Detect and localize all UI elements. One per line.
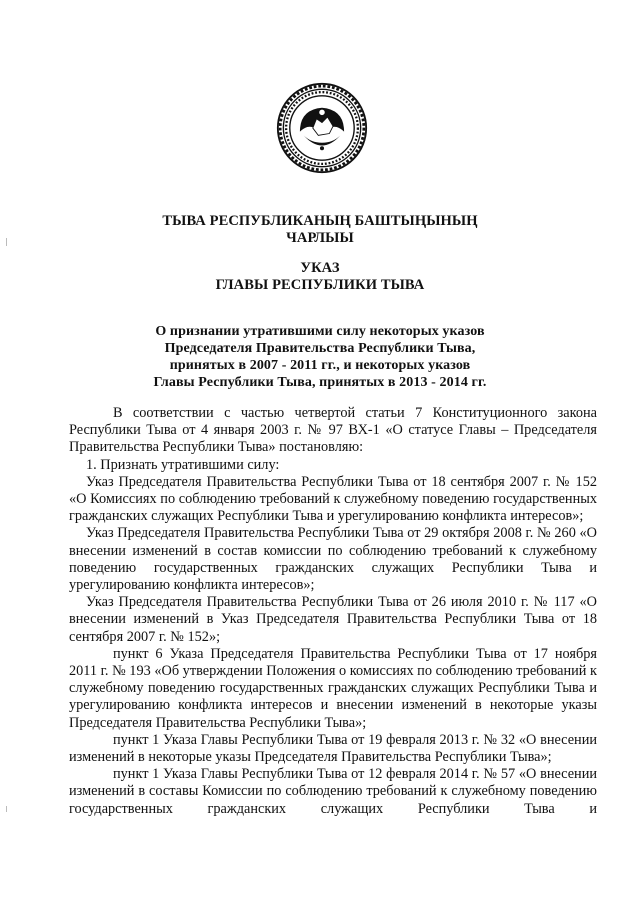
body-paragraph: пункт 1 Указа Главы Республики Тыва от 19 февраля 2013 г. № 32 «О внесении изменений в некоторые указы Председателя Правительства Республики Тыва»;: [69, 731, 597, 766]
decree-title-line4: Главы Республики Тыва, принятых в 2013 - 2014 гг.: [153, 375, 487, 390]
body-paragraph: Указ Председателя Правительства Республики Тыва от 26 июля 2010 г. № 117 «О внесении изменений в Указ Председателя Правительства Республики Тыва от 18 сентября 2007 г. № 152»;: [69, 594, 597, 645]
decree-header: [0, 260, 640, 294]
body-paragraph: пункт 1 Указа Главы Республики Тыва от 12 февраля 2014 г. № 57 «О внесении изменений в составы Комиссии по соблюдению требований к служебному поведению государственных гражданских служащих Республики Тыва и: [69, 766, 597, 817]
decree-header-line1: УКАЗ: [300, 260, 340, 276]
decree-title-line3: принятых в 2007 - 2011 гг., и некоторых указов: [169, 358, 471, 373]
republic-emblem: [276, 82, 368, 174]
tuvan-header-line1: ТЫВА РЕСПУБЛИКАНЫҢ БАШТЫҢЫНЫҢ: [162, 213, 478, 229]
body-paragraph: В соответствии с частью четвертой статьи 7 Конституционного закона Республики Тыва от 4 января 2003 г. № 97 ВХ-1 «О статусе Главы – Председателя Правительства Республики Тыва» постановляю:: [69, 405, 597, 456]
decree-title: [0, 323, 640, 391]
decree-header-line2: ГЛАВЫ РЕСПУБЛИКИ ТЫВА: [215, 277, 425, 293]
body-paragraph: пункт 6 Указа Председателя Правительства Республики Тыва от 17 ноября 2011 г. № 193 «Об утверждении Положения о комиссиях по соблюдению требований к служебному поведению государственных гражданских служащих Республики Тыва и урегулированию конфликта интересов и внесении изменений в некоторые указы Председателя Правительства Республики Тыва»;: [69, 645, 597, 731]
decree-title-line2: Председателя Правительства Республики Тыва,: [164, 341, 476, 356]
decree-body: [69, 405, 597, 818]
tuvan-header: [0, 213, 640, 247]
scan-mark: [6, 238, 7, 246]
body-paragraph: Указ Председателя Правительства Республики Тыва от 29 октября 2008 г. № 260 «О внесении изменений в состав комиссии по соблюдению требований к служебному поведению государственных гражданских служащих Республики Тыва и урегулированию конфликта интересов»;: [69, 525, 597, 594]
body-paragraph: 1. Признать утратившими силу:: [86, 456, 280, 473]
scan-mark: [6, 806, 7, 812]
tuvan-header-line2: ЧАРЛЫЫ: [286, 230, 354, 246]
decree-title-line1: О признании утратившими силу некоторых указов: [155, 324, 485, 339]
emblem-seal-icon: [276, 82, 368, 174]
body-paragraph: Указ Председателя Правительства Республики Тыва от 18 сентября 2007 г. № 152 «О Комиссиях по соблюдению требований к служебному поведению государственных гражданских служащих Республики Тыва и урегулированию конфликта интересов»;: [69, 473, 597, 525]
